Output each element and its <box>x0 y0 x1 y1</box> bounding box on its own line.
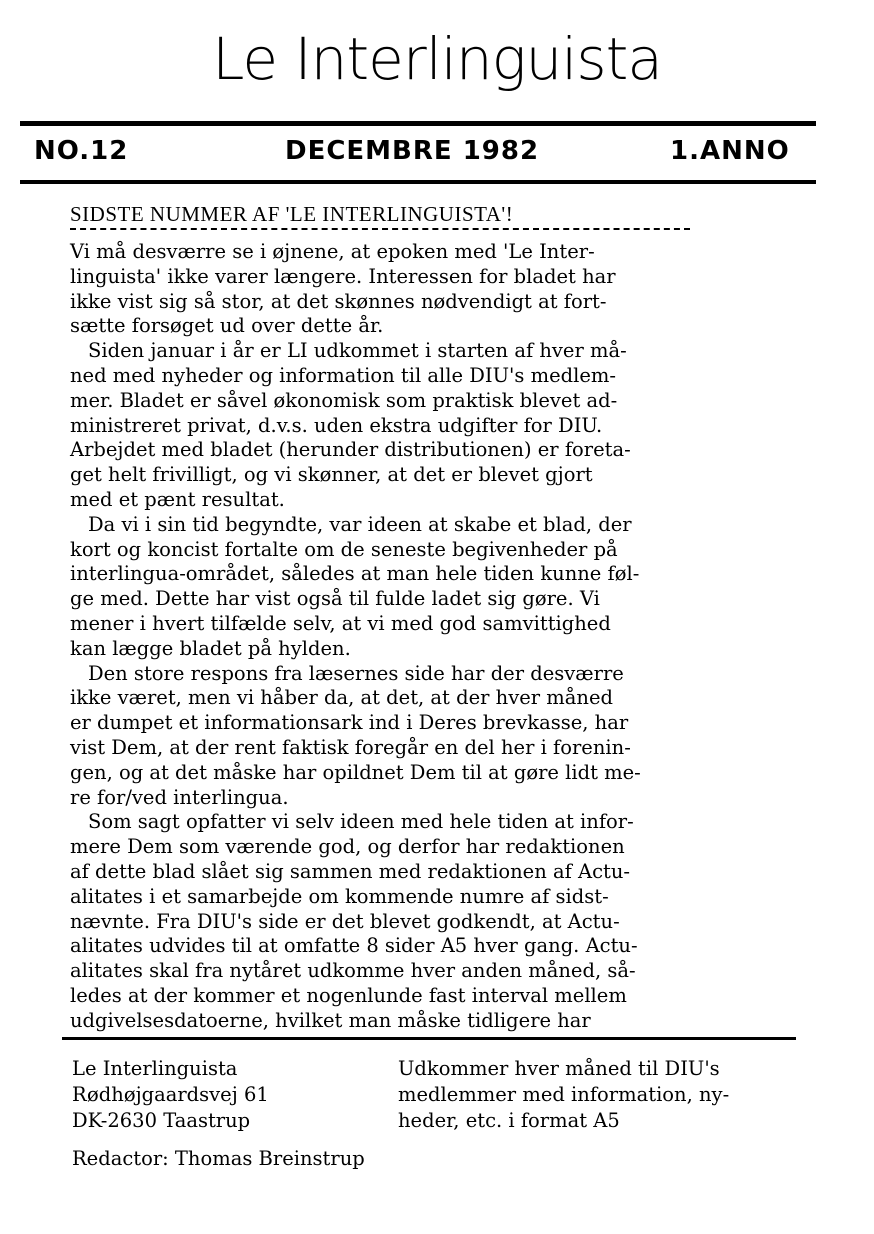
masthead-rule-bottom <box>20 180 816 184</box>
issue-year: 1.ANNO <box>670 136 790 166</box>
article-line: er dumpet et informationsark ind i Deres brevkasse, har <box>70 711 629 735</box>
article-line: alitates udvides til at omfatte 8 sider A5 hver gang. Actu- <box>70 934 638 958</box>
address-line: Rødhøjgaardsvej 61 <box>72 1083 269 1106</box>
article-line: kan lægge bladet på hylden. <box>70 636 351 660</box>
article-line: ikke været, men vi håber da, at det, at der hver måned <box>70 686 613 710</box>
article-line: Som sagt opfatter vi selv ideen med hele tiden at infor- <box>88 810 634 834</box>
article-line: mer. Bladet er såvel økonomisk som praktisk blevet ad- <box>70 388 618 412</box>
article-line: linguista' ikke varer længere. Interessen for bladet har <box>70 264 616 288</box>
article-line: Da vi i sin tid begyndte, var ideen at skabe et blad, der <box>88 512 632 536</box>
publisher-address <box>72 1056 269 1134</box>
article-line: interlingua-området, således at man hele tiden kunne føl- <box>70 562 640 586</box>
note-line: medlemmer med information, ny- <box>398 1083 730 1106</box>
article-line: vist Dem, at der rent faktisk foregår en del her i forenin- <box>70 735 631 759</box>
article-line: nævnte. Fra DIU's side er det blevet godkendt, at Actu- <box>70 909 620 933</box>
article-line: Arbejdet med bladet (herunder distributionen) er foreta- <box>70 438 631 462</box>
article-line: kort og koncist fortalte om de seneste begivenheder på <box>70 537 618 561</box>
article-line: ministreret privat, d.v.s. uden ekstra udgifter for DIU. <box>70 413 603 437</box>
address-line: Le Interlinguista <box>72 1057 238 1080</box>
article-line: med et pænt resultat. <box>70 487 285 511</box>
article-line: re for/ved interlingua. <box>70 785 289 809</box>
article-line: mener i hvert tilfælde selv, at vi med god samvittighed <box>70 611 611 635</box>
masthead-rule-top <box>20 121 816 126</box>
article-line: ikke vist sig så stor, at det skønnes nødvendigt at fort- <box>70 289 607 313</box>
note-line: Udkommer hver måned til DIU's <box>398 1057 720 1080</box>
article-line: udgivelsesdatoerne, hvilket man måske tidligere har <box>70 1008 591 1032</box>
publication-note <box>398 1056 729 1134</box>
headline-dashed-underline <box>70 228 690 230</box>
article-line: sætte forsøget ud over dette år. <box>70 314 384 338</box>
article-line: ge med. Dette har vist også til fulde ladet sig gøre. Vi <box>70 587 600 611</box>
article-line: Vi må desværre se i øjnene, at epoken med 'Le Inter- <box>70 240 595 263</box>
article-line: af dette blad slået sig sammen med redaktionen af Actu- <box>70 859 630 883</box>
footer-rule <box>62 1037 796 1040</box>
article-line: alitates skal fra nytåret udkomme hver anden måned, så- <box>70 959 636 983</box>
article-line: mere Dem som værende god, og derfor har redaktionen <box>70 835 625 859</box>
article-headline: SIDSTE NUMMER AF 'LE INTERLINGUISTA'! <box>70 202 514 226</box>
issue-date: DECEMBRE 1982 <box>285 136 540 166</box>
issue-number: NO.12 <box>34 136 129 166</box>
article-line: Siden januar i år er LI udkommet i starten af hver må- <box>88 339 627 363</box>
article-line: ned med nyheder og information til alle DIU's medlem- <box>70 363 616 387</box>
article-line: ledes at der kommer et nogenlunde fast interval mellem <box>70 983 627 1007</box>
article-line: alitates i et samarbejde om kommende numre af sidst- <box>70 884 609 908</box>
masthead-title: Le Interlinguista <box>212 25 662 93</box>
article-line: get helt frivilligt, og vi skønner, at det er blevet gjort <box>70 463 593 487</box>
note-line: heder, etc. i format A5 <box>398 1109 620 1132</box>
address-line: DK-2630 Taastrup <box>72 1109 251 1132</box>
article-body <box>70 240 810 1034</box>
article-line: Den store respons fra læsernes side har der desværre <box>88 661 624 685</box>
editor-credit: Redactor: Thomas Breinstrup <box>72 1147 365 1170</box>
article-line: gen, og at det måske har opildnet Dem til at gøre lidt me- <box>70 760 641 784</box>
